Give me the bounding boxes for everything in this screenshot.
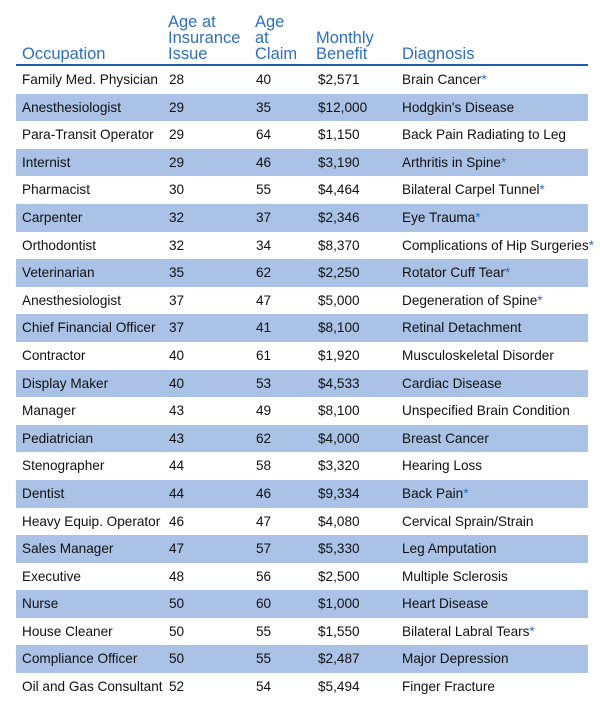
age-at-issue-cell: 44 [169, 485, 185, 501]
diagnosis-text: Hearing Loss [402, 458, 483, 474]
diagnosis-cell [402, 183, 545, 197]
table-row [16, 259, 588, 287]
age-at-issue-cell: 50 [169, 596, 185, 612]
diagnosis-text: Unspecified Brain Condition [402, 403, 570, 419]
header-line: Benefit [316, 45, 368, 63]
table-row [16, 342, 588, 370]
occupation-cell: Veterinarian [22, 265, 95, 281]
age-at-claim-cell: 60 [256, 596, 272, 612]
header-line: Age [255, 13, 285, 31]
age-at-claim-cell: 40 [256, 72, 272, 87]
age-at-claim-cell: 61 [256, 347, 272, 363]
occupation-cell: Anesthesiologist [22, 292, 121, 308]
age-at-issue-cell: 29 [169, 154, 185, 170]
diagnosis-text: Multiple Sclerosis [402, 568, 508, 584]
occupation-cell: Heavy Equip. Operator [22, 513, 161, 529]
age-at-issue-cell: 32 [169, 237, 185, 253]
age-at-issue-cell: 50 [169, 623, 185, 639]
table-row [16, 121, 588, 149]
monthly-benefit-cell: $2,250 [318, 265, 360, 281]
diagnosis-text: Rotator Cuff Tear [402, 265, 506, 281]
age-at-claim-cell: 55 [256, 182, 272, 198]
occupation-cell: Anesthesiologist [22, 99, 121, 115]
age-at-claim-cell: 37 [256, 209, 272, 225]
monthly-benefit-cell: $4,464 [318, 182, 360, 198]
table-row [16, 452, 588, 480]
diagnosis-cell [402, 542, 496, 556]
diagnosis-text: Major Depression [402, 651, 509, 667]
age-at-claim-cell: 64 [256, 127, 272, 143]
monthly-benefit-cell: $1,550 [318, 623, 360, 639]
monthly-benefit-cell: $2,487 [318, 651, 360, 667]
occupation-cell: Para-Transit Operator [22, 127, 154, 143]
diagnosis-cell [402, 652, 509, 666]
footnote-asterisk: * [588, 237, 594, 253]
age-at-claim-cell: 62 [256, 265, 272, 281]
footnote-asterisk: * [539, 182, 545, 198]
monthly-benefit-cell: $8,100 [318, 320, 360, 336]
occupation-cell: Carpenter [22, 209, 83, 225]
diagnosis-text: Finger Fracture [402, 679, 495, 695]
table-row [16, 618, 588, 646]
age-at-issue-cell: 44 [169, 458, 185, 474]
diagnosis-text: Brain Cancer [402, 72, 482, 87]
occupation-cell: Family Med. Physician [22, 72, 158, 87]
occupation-cell: Stenographer [22, 458, 105, 474]
diagnosis-text: Back Pain [402, 485, 464, 501]
diagnosis-text: Degeneration of Spine [402, 292, 538, 308]
diagnosis-cell [402, 515, 533, 529]
age-at-claim-cell: 41 [256, 320, 272, 336]
age-at-issue-cell: 46 [169, 513, 185, 529]
monthly-benefit-cell: $4,533 [318, 375, 360, 391]
monthly-benefit-cell: $3,320 [318, 458, 360, 474]
age-at-issue-cell: 28 [169, 72, 185, 87]
age-at-issue-cell: 35 [169, 265, 185, 281]
age-at-issue-cell: 43 [169, 430, 185, 446]
diagnosis-text: Musculoskeletal Disorder [402, 347, 554, 363]
diagnosis-text: Bilateral Carpel Tunnel [402, 182, 540, 198]
header-line: at [255, 29, 269, 47]
age-at-issue-cell: 52 [169, 679, 185, 695]
table-row [16, 204, 588, 232]
table-row [16, 563, 588, 591]
age-at-issue-cell: 50 [169, 651, 185, 667]
footnote-asterisk: * [475, 209, 481, 225]
monthly-benefit-cell: $2,346 [318, 209, 360, 225]
header-age-at-claim [255, 14, 297, 62]
diagnosis-cell [402, 239, 594, 253]
monthly-benefit-cell: $3,190 [318, 154, 360, 170]
footnote-asterisk: * [500, 154, 507, 170]
header-line: Insurance [168, 29, 241, 47]
occupation-cell: Internist [22, 154, 71, 170]
footnote-asterisk: * [481, 72, 487, 87]
monthly-benefit-cell: $1,920 [318, 347, 360, 363]
header-diagnosis [402, 46, 474, 62]
occupation-cell: Compliance Officer [22, 651, 138, 667]
monthly-benefit-cell: $2,500 [318, 568, 360, 584]
table-row [16, 94, 588, 122]
diagnosis-cell [402, 294, 543, 308]
age-at-issue-cell: 29 [169, 127, 185, 143]
header-line: Claim [255, 45, 298, 63]
header-line: Monthly [316, 29, 374, 47]
occupation-cell: Nurse [22, 596, 59, 612]
monthly-benefit-cell: $5,330 [318, 541, 360, 557]
table-body [16, 66, 594, 701]
monthly-benefit-cell: $2,571 [318, 72, 360, 87]
table-row [16, 590, 588, 618]
diagnosis-cell [402, 459, 482, 473]
diagnosis-cell [402, 570, 508, 584]
table-row [16, 370, 588, 398]
age-at-issue-cell: 40 [169, 375, 185, 391]
header-line: Diagnosis [402, 45, 475, 63]
age-at-claim-cell: 55 [256, 623, 272, 639]
diagnosis-text: Back Pain Radiating to Leg [402, 127, 566, 143]
table-row [16, 508, 588, 536]
monthly-benefit-cell: $5,494 [318, 679, 360, 695]
diagnosis-cell [402, 349, 554, 363]
occupation-cell: Sales Manager [22, 541, 114, 557]
diagnosis-text: Cervical Sprain/Strain [402, 513, 534, 529]
footnote-asterisk: * [463, 485, 469, 501]
table-row [16, 425, 588, 453]
diagnosis-text: Eye Trauma [402, 209, 476, 225]
occupation-cell: Pharmacist [22, 182, 90, 198]
age-at-issue-cell: 30 [169, 182, 185, 198]
diagnosis-cell [402, 680, 495, 694]
claims-table [16, 10, 594, 701]
age-at-claim-cell: 57 [256, 541, 272, 557]
diagnosis-cell [402, 73, 487, 87]
age-at-claim-cell: 46 [256, 485, 272, 501]
header-monthly-benefit [316, 30, 374, 62]
diagnosis-cell [402, 432, 489, 446]
table-row [16, 287, 588, 315]
footnote-asterisk: * [505, 265, 511, 281]
occupation-cell: Oil and Gas Consultant [22, 679, 163, 695]
diagnosis-cell [402, 597, 488, 611]
age-at-issue-cell: 29 [169, 99, 185, 115]
age-at-claim-cell: 53 [256, 375, 272, 391]
footnote-asterisk: * [537, 292, 543, 308]
age-at-issue-cell: 32 [169, 209, 185, 225]
monthly-benefit-cell: $5,000 [318, 292, 360, 308]
table-row [16, 176, 588, 204]
diagnosis-text: Cardiac Disease [402, 375, 502, 391]
table-row [16, 314, 588, 342]
diagnosis-cell [402, 487, 469, 501]
diagnosis-cell [402, 625, 535, 639]
age-at-issue-cell: 40 [169, 347, 185, 363]
diagnosis-cell [402, 101, 514, 115]
diagnosis-text: Complications of Hip Surgeries [402, 237, 589, 253]
table-header [16, 10, 588, 66]
age-at-issue-cell: 43 [169, 403, 185, 419]
table-row [16, 149, 588, 177]
table-row [16, 480, 588, 508]
occupation-cell: Display Maker [22, 375, 109, 391]
age-at-issue-cell: 47 [169, 541, 185, 557]
monthly-benefit-cell: $1,000 [318, 596, 360, 612]
header-line: Age at [168, 13, 216, 31]
table-row [16, 66, 588, 94]
table-row [16, 397, 588, 425]
age-at-issue-cell: 48 [169, 568, 185, 584]
diagnosis-cell [402, 128, 566, 142]
diagnosis-text: Leg Amputation [402, 541, 497, 557]
monthly-benefit-cell: $4,000 [318, 430, 360, 446]
monthly-benefit-cell: $8,100 [318, 403, 360, 419]
header-line: Occupation [22, 45, 106, 63]
occupation-cell: Pediatrician [22, 430, 94, 446]
age-at-claim-cell: 34 [256, 237, 272, 253]
monthly-benefit-cell: $9,334 [318, 485, 360, 501]
monthly-benefit-cell: $1,150 [318, 127, 360, 143]
age-at-issue-cell: 37 [169, 320, 185, 336]
age-at-claim-cell: 55 [256, 651, 272, 667]
diagnosis-cell [402, 321, 521, 335]
age-at-claim-cell: 56 [256, 568, 272, 584]
age-at-claim-cell: 54 [256, 679, 272, 695]
occupation-cell: Manager [22, 403, 76, 419]
diagnosis-cell [402, 404, 570, 418]
diagnosis-text: Retinal Detachment [402, 320, 522, 336]
age-at-claim-cell: 46 [256, 154, 272, 170]
diagnosis-cell [402, 377, 502, 391]
age-at-claim-cell: 47 [256, 292, 272, 308]
monthly-benefit-cell: $8,370 [318, 237, 360, 253]
table-row [16, 645, 588, 673]
age-at-claim-cell: 49 [256, 403, 272, 419]
occupation-cell: House Cleaner [22, 623, 113, 639]
age-at-claim-cell: 58 [256, 458, 272, 474]
table-row [16, 673, 588, 701]
header-line: Issue [168, 45, 208, 63]
monthly-benefit-cell: $4,080 [318, 513, 360, 529]
occupation-cell: Chief Financial Officer [22, 320, 156, 336]
age-at-claim-cell: 47 [256, 513, 272, 529]
occupation-cell: Dentist [22, 485, 65, 501]
diagnosis-text: Heart Disease [402, 596, 489, 612]
age-at-claim-cell: 62 [256, 430, 272, 446]
table-row [16, 232, 594, 260]
header-occupation [22, 46, 105, 62]
occupation-cell: Executive [22, 568, 81, 584]
table-row [16, 535, 588, 563]
occupation-cell: Contractor [22, 347, 86, 363]
diagnosis-text: Breast Cancer [402, 430, 489, 446]
diagnosis-text: Bilateral Labral Tears [402, 623, 530, 639]
diagnosis-cell [402, 211, 481, 225]
diagnosis-text: Arthritis in Spine [402, 154, 501, 170]
monthly-benefit-cell: $12,000 [318, 99, 368, 115]
occupation-cell: Orthodontist [22, 237, 97, 253]
diagnosis-cell [402, 266, 510, 280]
diagnosis-text: Hodgkin's Disease [402, 99, 515, 115]
header-age-at-issue [168, 14, 240, 62]
age-at-claim-cell: 35 [256, 99, 272, 115]
age-at-issue-cell: 37 [169, 292, 185, 308]
footnote-asterisk: * [529, 623, 535, 639]
diagnosis-cell [402, 156, 506, 170]
